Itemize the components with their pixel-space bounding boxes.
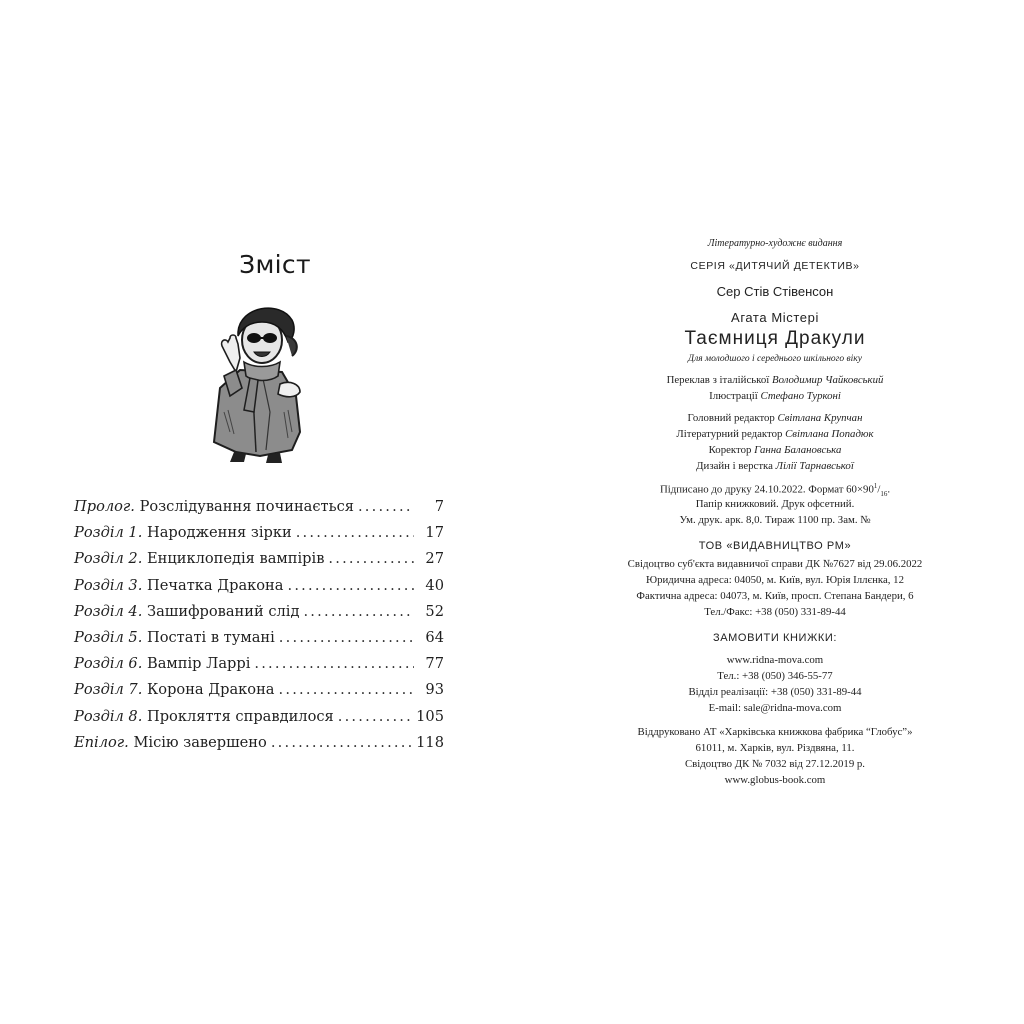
book-title: Таємниця Дракули (684, 328, 866, 349)
credit-name: Світлана Попадюк (785, 428, 874, 440)
toc-entry-title: Розслідування починається (139, 498, 354, 515)
credit-name: Ганна Балановська (754, 444, 842, 456)
toc-entry-title: Місію завершено (133, 733, 267, 751)
toc-entry-page: 105 (416, 707, 444, 725)
toc-leader-dots (338, 708, 412, 725)
toc-entry-label: Розділ 4. (74, 602, 143, 620)
credit-chief-editor (590, 412, 960, 428)
toc-entry-label: Розділ 8. (74, 707, 143, 725)
publisher-certificate: Свідоцтво суб'єкта видавничої справи ДК №7627 від 29.06.2022 (627, 558, 923, 570)
toc-entry-label: Розділ 7. (74, 681, 143, 699)
printer-certificate: Свідоцтво ДК № 7032 від 27.12.2019 р. (684, 758, 866, 770)
toc-leader-dots (358, 498, 414, 515)
publisher-email: E-mail: sale@ridna-mova.com (708, 702, 842, 714)
toc-entry (74, 629, 444, 655)
toc-entry (74, 577, 444, 603)
toc-heading: Зміст (239, 250, 311, 279)
toc-entry-title: Корона Дракона (146, 681, 275, 699)
toc-entry-title: Вампір Ларрі (146, 655, 251, 673)
series-name: СЕРІЯ «ДИТЯЧИЙ ДЕТЕКТИВ» (690, 260, 860, 272)
toc-entry-label: Розділ 1. (74, 524, 143, 542)
toc-entry-label: Пролог. (74, 498, 135, 515)
toc-entry (74, 681, 444, 707)
toc-entry-page: 40 (425, 576, 444, 594)
edition-type: Літературно-художнє видання (707, 238, 843, 249)
toc-entry-title: Народження зірки (146, 524, 292, 542)
audience-note: Для молодшого і середнього шкільного віку (688, 354, 862, 364)
toc-entry (74, 524, 444, 550)
toc-leader-dots (287, 577, 414, 594)
character-illustration (200, 292, 320, 464)
toc-entry-page: 77 (425, 655, 444, 673)
print-details-1: Підписано до друку 24.10.2022. Формат $60\times 90^1/_{16}$. (659, 482, 891, 498)
toc-entry-page: 93 (425, 681, 444, 699)
toc-leader-dots (303, 603, 414, 620)
author-pseudonym-2: Агата Містері (731, 310, 819, 325)
toc-entry-page: 17 (425, 524, 444, 542)
order-heading: ЗАМОВИТИ КНИЖКИ: (712, 632, 837, 644)
credit-label: Коректор (708, 444, 752, 456)
publisher-phone: Тел.: +38 (050) 346-55-77 (717, 670, 833, 682)
toc-entry-label: Розділ 5. (74, 628, 143, 646)
credit-label: Ілюстрації (709, 390, 758, 402)
toc-entry-page: 7 (434, 498, 444, 515)
toc-entry-page: 118 (416, 733, 444, 751)
credit-name: Лілії Тарнавської (775, 460, 854, 472)
toc-entry (74, 708, 444, 734)
credit-label: Головний редактор (687, 412, 775, 424)
credit-name: Стефано Турконі (760, 390, 841, 402)
printer-name: Віддруковано АТ «Харківська книжкова фабрика “Глобус”» (637, 726, 913, 738)
printer-website: www.globus-book.com (724, 774, 826, 786)
author-pseudonym-1: Сер Стів Стівенсон (716, 284, 834, 299)
toc-leader-dots (271, 734, 412, 751)
toc-entry-page: 52 (425, 602, 444, 620)
toc-entry-page: 64 (425, 628, 444, 646)
toc-entry-label: Розділ 3. (74, 576, 143, 594)
actual-address: Фактична адреса: 04073, м. Київ, просп. Степана Бандери, 6 (636, 590, 914, 602)
toc-leader-dots (296, 524, 414, 541)
credit-name: Світлана Крупчан (777, 412, 863, 424)
toc-entry-title: Зашифрований слід (146, 602, 300, 620)
credit-label: Дизайн і верстка (696, 460, 773, 472)
table-of-contents (74, 498, 444, 760)
toc-entry (74, 655, 444, 681)
print-details-text: Підписано до друку 24.10.2022. Формат 60×90 (659, 483, 874, 496)
credit-literary-editor (590, 428, 960, 444)
toc-leader-dots (254, 655, 414, 672)
toc-leader-dots (279, 681, 414, 698)
toc-entry-title: Постаті в тумані (146, 628, 275, 646)
credit-label: Переклав з італійської (666, 374, 770, 386)
legal-address: Юридична адреса: 04050, м. Київ, вул. Юрія Іллєнка, 12 (646, 574, 904, 586)
toc-entry-label: Розділ 6. (74, 655, 143, 673)
format-fraction-denominator: 16 (880, 489, 888, 498)
credit-proofreader (590, 444, 960, 460)
toc-entry-page: 27 (425, 550, 444, 568)
print-details-3: Ум. друк. арк. 8,0. Тираж 1100 пр. Зам. № (679, 514, 871, 526)
printer-address: 61011, м. Харків, вул. Різдвяна, 11. (695, 742, 855, 754)
toc-entry (74, 498, 444, 524)
publisher-website: www.ridna-mova.com (726, 654, 824, 666)
sales-department-phone: Відділ реалізації: +38 (050) 331-89-44 (688, 686, 862, 698)
toc-entry (74, 550, 444, 576)
toc-entry-label: Розділ 2. (74, 550, 143, 568)
credit-illustrations (590, 390, 960, 412)
toc-entry-title: Прокляття справдилося (146, 707, 334, 725)
credit-design (590, 460, 960, 482)
toc-entry-title: Енциклопедія вампірів (146, 550, 325, 568)
toc-entry (74, 603, 444, 629)
tel-fax: Тел./Факс: +38 (050) 331-89-44 (704, 606, 846, 618)
toc-leader-dots (328, 550, 414, 567)
toc-entry-label: Епілог. (74, 733, 129, 751)
format-fraction-numerator: 1 (873, 482, 878, 490)
toc-entry-title: Печатка Дракона (146, 576, 284, 594)
print-details-end: . (887, 483, 891, 496)
toc-entry (74, 734, 444, 760)
credit-translation (590, 374, 960, 390)
toc-leader-dots (279, 629, 414, 646)
credit-name: Володимир Чайковський (771, 374, 884, 386)
imprint-page (590, 238, 960, 790)
print-details-2: Папір книжковий. Друк офсетний. (695, 498, 855, 510)
publisher-name: ТОВ «ВИДАВНИЦТВО РМ» (698, 540, 852, 552)
credit-label: Літературний редактор (676, 428, 783, 440)
